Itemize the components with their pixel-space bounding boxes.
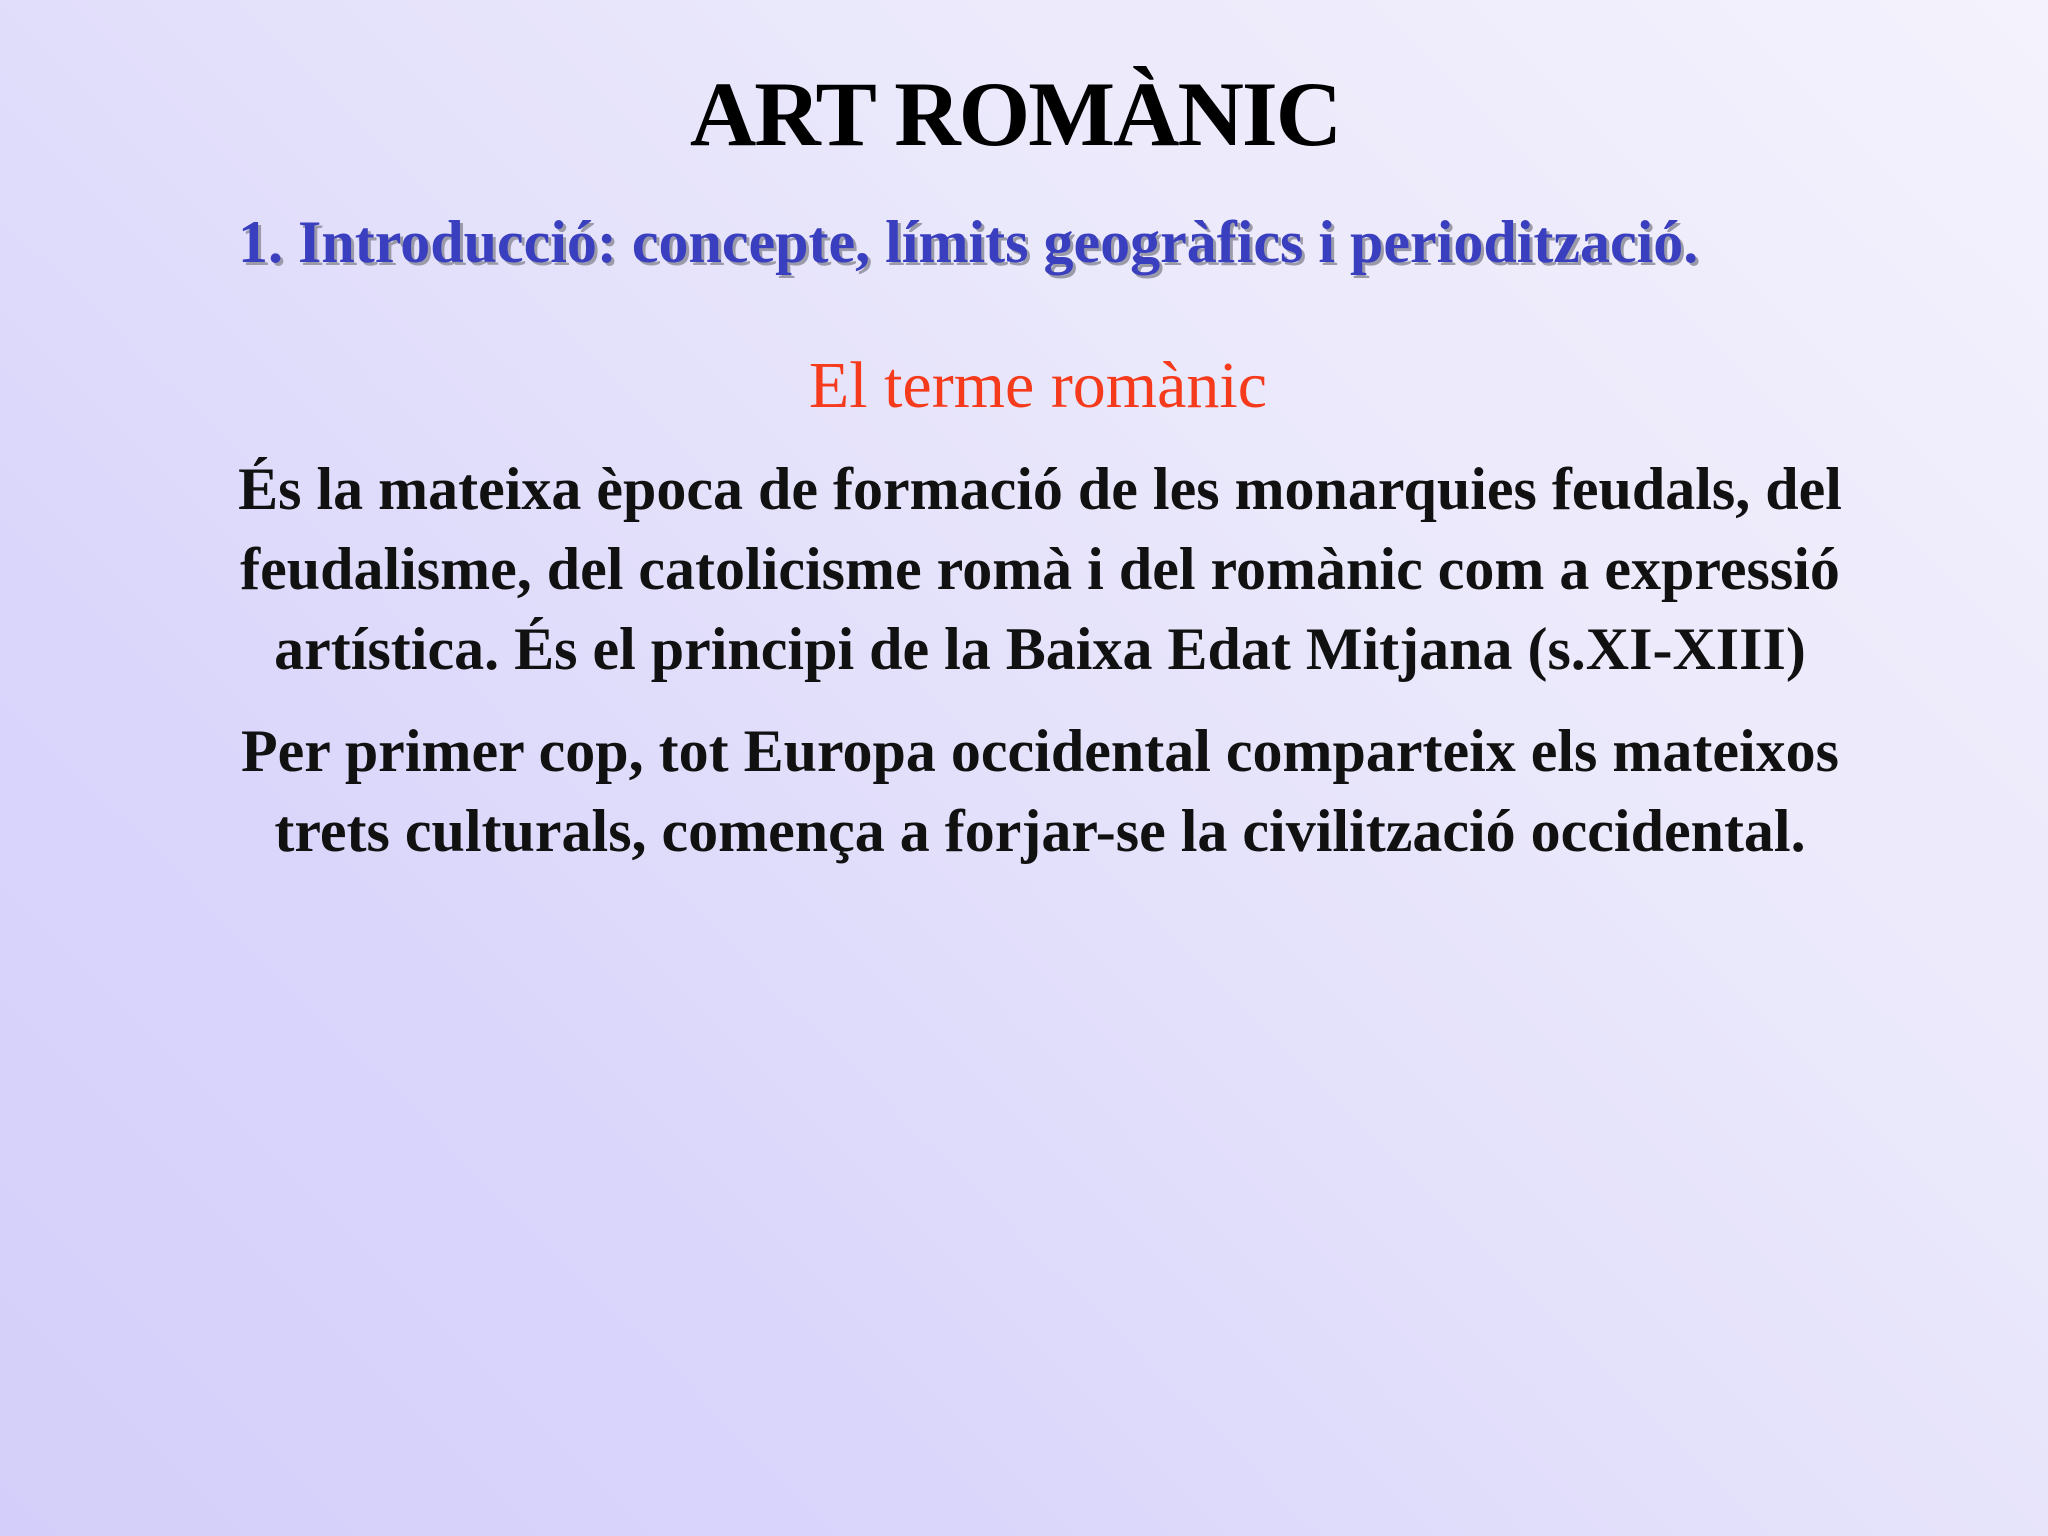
paragraph-line: trets culturals, comença a forjar-se la civilització occidental. bbox=[274, 798, 1806, 864]
paragraph-2 bbox=[100, 711, 1980, 871]
paragraph-line: artística. És el principi de la Baixa Edat Mitjana (s.XI-XIII) bbox=[274, 616, 1806, 682]
section-heading: El terme romànic bbox=[808, 349, 1268, 422]
slide-title: ART ROMÀNIC bbox=[689, 63, 1341, 165]
paragraph-line: Per primer cop, tot Europa occidental comparteix els mateixos bbox=[240, 718, 1840, 784]
slide-subtitle: 1. Introducció: concepte, límits geogràfics i periodització. bbox=[238, 209, 1699, 275]
paragraph-line: És la mateixa època de formació de les monarquies feudals, del bbox=[238, 456, 1842, 522]
paragraph-line: feudalisme, del catolicisme romà i del romànic com a expressió bbox=[240, 536, 1840, 602]
paragraph-1 bbox=[100, 449, 1980, 689]
